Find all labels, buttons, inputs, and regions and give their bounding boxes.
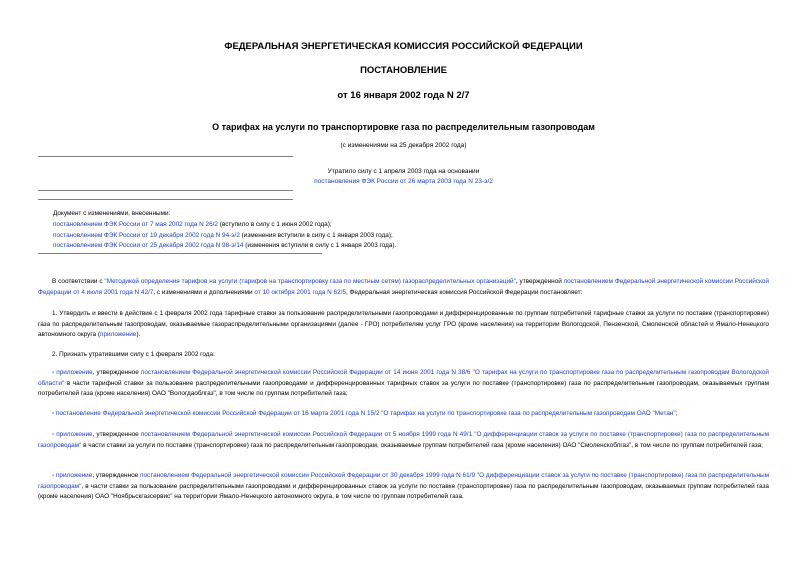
resolution-link[interactable]: постановлением Федеральной энергетической комиссии Российской Федерации от 14 июня 2001 года N 38/6 "О тарифах на услуги по транспортировке газа по распределительным газопроводам Вологодской области" [38, 369, 770, 387]
appendix-link[interactable]: приложение [99, 331, 137, 339]
amendments-block [53, 209, 753, 252]
amendment-note: (изменения вступили в силу с 1 января 2003 года). [243, 242, 397, 250]
resolution-link[interactable]: постановлением Федеральной энергетической комиссии Российской Федерации от 5 ноября 1999 года N 49/1 "О дифференциации ставок за услуги по поставке (транспортировке) газа по распределительным газопроводам" [38, 431, 769, 449]
item-1-end: ). [136, 331, 141, 339]
repealed-text: ; [675, 410, 678, 417]
repealed-item [38, 430, 769, 451]
amendment-note: (вступило в силу с 1 июня 2002 года); [217, 220, 332, 228]
amendment-link[interactable]: постановлением ФЭК России от 7 мая 2002 года N 26/2 [53, 220, 218, 228]
preamble-text: , с изменениями и дополнениями [153, 288, 255, 296]
item-1-text: 1. Утвердить и ввести в действие с 1 февраля 2002 года тарифные ставки за пользование распределительными газопроводами и дифференцированные по группам потребителей тарифные ставки за услуги по поставке (транспортировке) газа по распределительным газопроводам, оказываемые газораспределительными организациями (далее - ГРО) потребителям услуг ГРО (кроме населения) на территории Вологодской, Пензенской, Смоленской областей и Ямало-Ненецкого автономного округа ( [38, 310, 769, 339]
repealed-item [38, 409, 769, 420]
doc-type-heading: ПОСТАНОВЛЕНИЕ [360, 65, 447, 76]
repealed-text: , утвержденное [92, 369, 141, 376]
divider [38, 253, 322, 254]
divider [38, 199, 293, 200]
lost-force-note [0, 167, 807, 187]
item-2-paragraph: 2. Признать утратившими силу с 1 февраля 2002 года: [52, 351, 215, 358]
repealed-item [38, 368, 769, 400]
repealed-text: , в части ставки за пользование распределительными газопроводами и дифференцированных ставок за услуги по поставке (транспортировке) газа по распределительным газопроводам, оказываемых группам потребителей газа (кроме населения) ОАО "Ноябрьскгазсервис" на территории Ямало-Ненецкого автономного округа, в том числе по группам потребителей газа. [38, 482, 769, 501]
amendment-note: (изменения вступили в силу с 1 января 2003 года); [239, 231, 393, 239]
methodology-link[interactable]: "Методикой определения тарифов на услуги (тарифов на транспортировку газа по местным сетям) газораспределительных организаций" [104, 278, 516, 285]
amendment-item [53, 231, 753, 242]
preamble-text: , Федеральная энергетическая комиссия Российской Федерации постановляет: [346, 288, 583, 296]
amendment-item [53, 220, 753, 231]
repealed-text: , утвержденное [92, 431, 141, 438]
divider [38, 190, 293, 191]
amendment-date-link[interactable]: от 10 октября 2001 года N 62/5 [254, 288, 346, 296]
appendix-link[interactable]: приложение [56, 369, 93, 376]
amendment-link[interactable]: постановлением ФЭК России от 25 декабря 2002 года N 98-э/14 [53, 242, 244, 250]
resolution-link[interactable]: постановлением Федеральной энергетической комиссии Российской Федерации от 30 декабря 1999 года N 61/9 "О дифференциации ставок за услуги по поставке (транспортировке) газа по распределительным газопроводам" [38, 472, 770, 490]
dash-marker: - [52, 410, 55, 417]
repealed-text: , утвержденное [92, 472, 140, 479]
appendix-link[interactable]: приложение [56, 431, 93, 438]
doc-title: О тарифах на услуги по транспортировке газа по распределительным газопроводам [212, 122, 595, 132]
changes-note: (с изменениями на 25 декабря 2002 года) [340, 142, 467, 149]
repealed-text: в части ставки за услуги по поставке (транспортировке) газа по распределительным газопроводам, оказываемые группам потребителей газа (кроме населения) ОАО "Смоленскоблгаз", в том числе по группам потребителей газа; [81, 441, 763, 449]
repealed-item [38, 471, 769, 503]
preamble-text: , утвержденной [515, 278, 564, 285]
doc-date-heading: от 16 января 2002 года N 2/7 [337, 90, 470, 101]
amendment-item [53, 241, 753, 252]
dash-marker: - [52, 369, 55, 376]
org-heading: ФЕДЕРАЛЬНАЯ ЭНЕРГЕТИЧЕСКАЯ КОМИССИЯ РОССИЙСКОЙ ФЕДЕРАЦИИ [224, 41, 583, 52]
appendix-link[interactable]: приложение [55, 472, 93, 479]
preamble-text: В соответствии с [52, 278, 105, 285]
resolution-link[interactable]: постановление Федеральной энергетической комиссии Российской Федерации от 16 марта 2001 года N 15/2 "О тарифах на услуги по транспортировке газа по распределительным газопроводам ОАО "Метан" [55, 410, 676, 417]
lost-force-text: Утратило силу с 1 апреля 2003 года на основании [327, 168, 480, 175]
amendments-intro: Документ с изменениями, внесенными: [53, 210, 171, 217]
preamble-paragraph [38, 277, 769, 298]
dash-marker: - [52, 431, 55, 438]
fek-resolution-link[interactable]: постановлением Федеральной энергетической комиссии Российской Федерации от 4 июля 2001 года N 42/7 [38, 278, 769, 296]
item-1-paragraph [38, 309, 769, 341]
repealed-text: в части тарифной ставки за пользование распределительными газопроводами и дифференцированных тарифных ставок за услуги по поставке (транспортировке) газа по распределительным газопроводам, оказываемых группам потребителей газа (кроме населения) ОАО "Вологдаоблгаз", в том числе по группам потребителей газа; [38, 379, 769, 398]
divider [38, 156, 293, 157]
amendment-link[interactable]: постановлением ФЭК России от 19 декабря 2002 года N 94-э/2 [53, 231, 240, 239]
dash-marker: - [52, 472, 55, 479]
lost-force-link[interactable]: постановления ФЭК России от 26 марта 2003 года N 23-э/2 [314, 178, 493, 185]
